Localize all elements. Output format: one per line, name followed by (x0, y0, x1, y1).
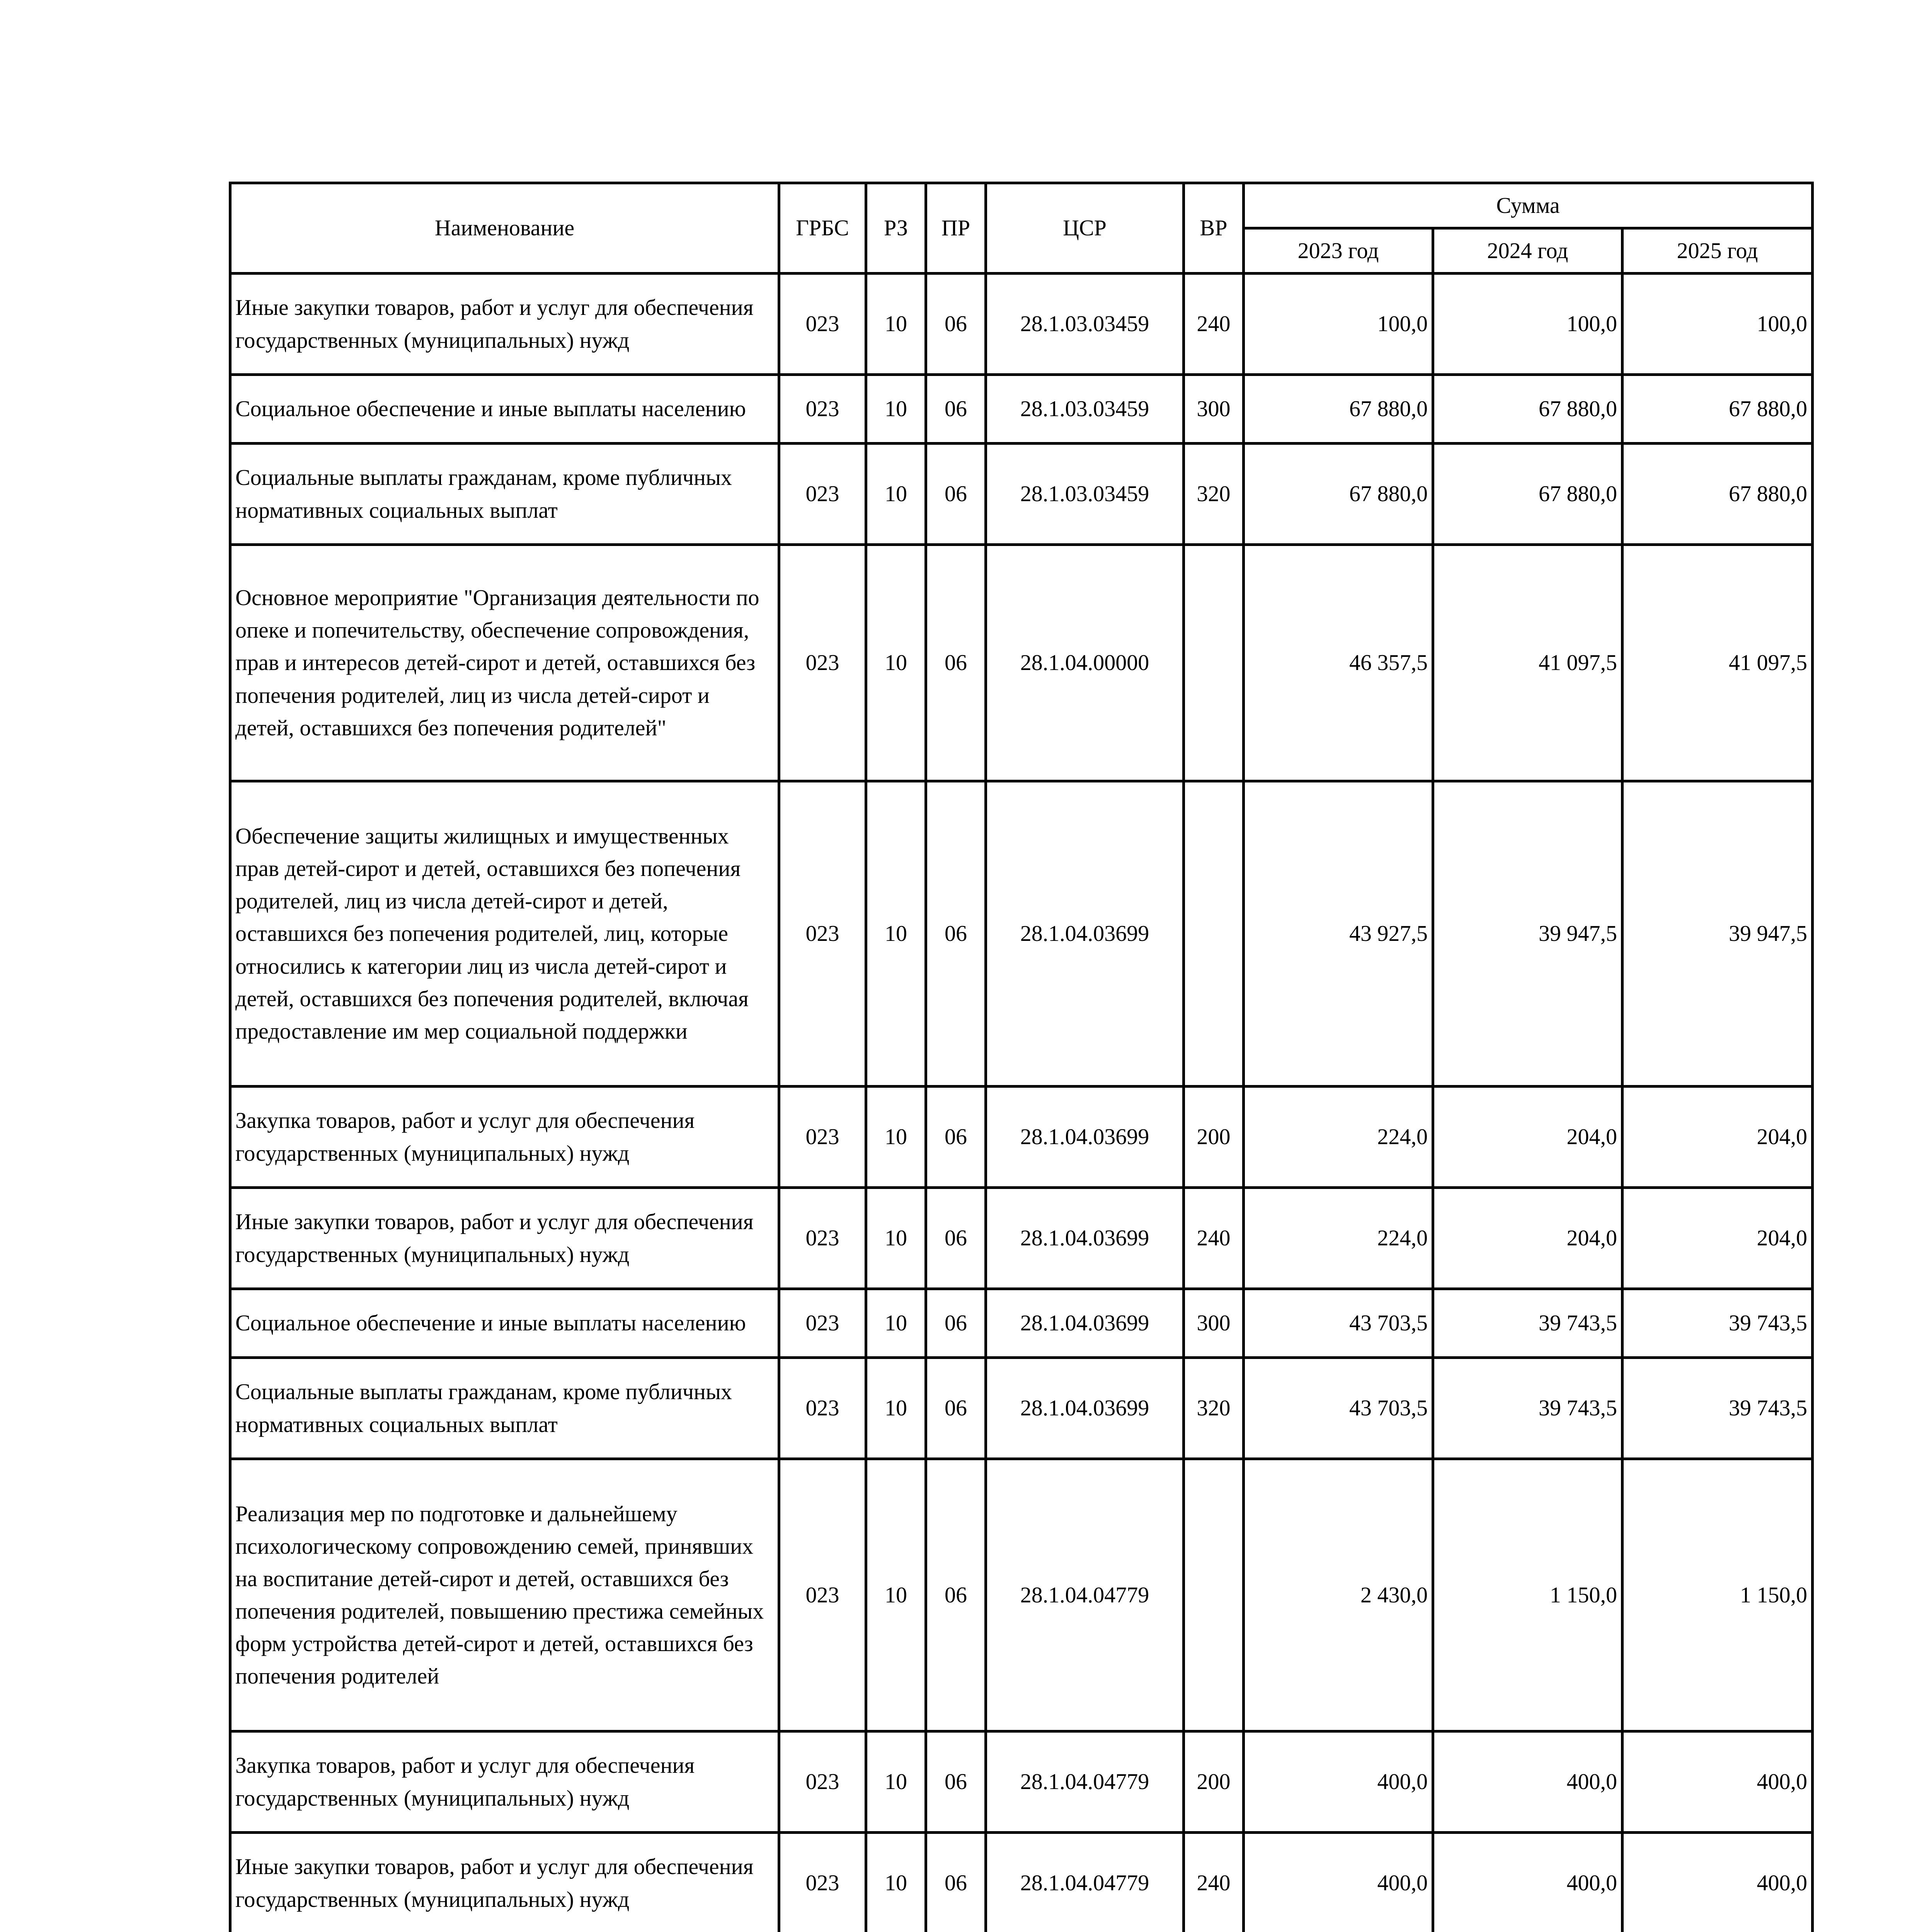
cell-grbs: 023 (779, 444, 866, 545)
cell-name: Иные закупки товаров, работ и услуг для обеспечения государственных (муниципальных) нужд (230, 1833, 779, 1932)
cell-sum-2025: 204,0 (1622, 1087, 1813, 1188)
cell-sum-2025: 39 743,5 (1622, 1358, 1813, 1459)
table-row (230, 1833, 1813, 1932)
cell-sum-2024: 39 743,5 (1433, 1358, 1622, 1459)
table-row (230, 781, 1813, 1087)
cell-sum-2023: 46 357,5 (1244, 545, 1433, 781)
cell-name: Социальные выплаты гражданам, кроме публичных нормативных социальных выплат (230, 444, 779, 545)
cell-grbs: 023 (779, 1087, 866, 1188)
cell-pr: 06 (926, 1289, 986, 1358)
header-grbs: ГРБС (779, 183, 866, 274)
table-row (230, 1188, 1813, 1289)
cell-sum-2024: 41 097,5 (1433, 545, 1622, 781)
cell-sum-2025: 400,0 (1622, 1731, 1813, 1833)
cell-pr: 06 (926, 444, 986, 545)
cell-grbs: 023 (779, 1358, 866, 1459)
cell-csr: 28.1.04.04779 (986, 1833, 1184, 1932)
cell-vr: 240 (1184, 1833, 1244, 1932)
cell-csr: 28.1.04.04779 (986, 1731, 1184, 1833)
table-row (230, 274, 1813, 375)
cell-sum-2024: 204,0 (1433, 1087, 1622, 1188)
cell-name: Основное мероприятие "Организация деятельности по опеке и попечительству, обеспечение сопровождения, прав и интересов детей-сирот и детей, оставшихся без попечения родителей, лиц из числа детей-сирот и детей, оставшихся без попечения родителей" (230, 545, 779, 781)
cell-rz: 10 (866, 545, 926, 781)
cell-pr: 06 (926, 1188, 986, 1289)
cell-sum-2025: 67 880,0 (1622, 375, 1813, 444)
cell-sum-2025: 39 947,5 (1622, 781, 1813, 1087)
cell-name: Реализация мер по подготовке и дальнейшему психологическому сопровождению семей, принявших на воспитание детей-сирот и детей, оставшихся без попечения родителей, повышению престижа семейных форм устройства детей-сирот и детей, оставшихся без попечения родителей (230, 1459, 779, 1731)
cell-grbs: 023 (779, 1833, 866, 1932)
cell-rz: 10 (866, 1833, 926, 1932)
header-row (230, 183, 1813, 228)
cell-vr: 300 (1184, 1289, 1244, 1358)
cell-grbs: 023 (779, 274, 866, 375)
header-sum: Сумма (1244, 183, 1813, 228)
header-csr: ЦСР (986, 183, 1184, 274)
table-row (230, 1731, 1813, 1833)
cell-vr: 300 (1184, 375, 1244, 444)
cell-sum-2024: 100,0 (1433, 274, 1622, 375)
cell-rz: 10 (866, 1358, 926, 1459)
cell-vr: 320 (1184, 444, 1244, 545)
cell-sum-2023: 224,0 (1244, 1188, 1433, 1289)
cell-grbs: 023 (779, 375, 866, 444)
header-year-2023: 2023 год (1244, 228, 1433, 274)
cell-csr: 28.1.04.03699 (986, 781, 1184, 1087)
header-year-2025: 2025 год (1622, 228, 1813, 274)
table-row (230, 1459, 1813, 1731)
cell-sum-2023: 43 703,5 (1244, 1289, 1433, 1358)
table-body (230, 274, 1813, 1932)
cell-sum-2025: 204,0 (1622, 1188, 1813, 1289)
cell-vr (1184, 545, 1244, 781)
cell-vr: 240 (1184, 1188, 1244, 1289)
cell-sum-2024: 67 880,0 (1433, 444, 1622, 545)
cell-vr (1184, 1459, 1244, 1731)
table-row (230, 375, 1813, 444)
cell-name: Иные закупки товаров, работ и услуг для обеспечения государственных (муниципальных) нужд (230, 274, 779, 375)
cell-sum-2024: 39 947,5 (1433, 781, 1622, 1087)
cell-grbs: 023 (779, 781, 866, 1087)
cell-rz: 10 (866, 1087, 926, 1188)
cell-rz: 10 (866, 1188, 926, 1289)
cell-sum-2023: 67 880,0 (1244, 444, 1433, 545)
cell-sum-2023: 2 430,0 (1244, 1459, 1433, 1731)
cell-grbs: 023 (779, 1289, 866, 1358)
header-rz: РЗ (866, 183, 926, 274)
cell-rz: 10 (866, 1459, 926, 1731)
table-row (230, 1087, 1813, 1188)
table-row (230, 1358, 1813, 1459)
cell-sum-2024: 39 743,5 (1433, 1289, 1622, 1358)
cell-name: Закупка товаров, работ и услуг для обеспечения государственных (муниципальных) нужд (230, 1087, 779, 1188)
cell-vr: 200 (1184, 1087, 1244, 1188)
cell-pr: 06 (926, 1358, 986, 1459)
cell-rz: 10 (866, 1289, 926, 1358)
header-name: Наименование (230, 183, 779, 274)
table-row (230, 545, 1813, 781)
cell-vr: 320 (1184, 1358, 1244, 1459)
cell-pr: 06 (926, 781, 986, 1087)
header-vr: ВР (1184, 183, 1244, 274)
table-row (230, 444, 1813, 545)
cell-sum-2023: 43 703,5 (1244, 1358, 1433, 1459)
cell-sum-2024: 400,0 (1433, 1833, 1622, 1932)
cell-sum-2023: 400,0 (1244, 1833, 1433, 1932)
cell-sum-2025: 67 880,0 (1622, 444, 1813, 545)
cell-pr: 06 (926, 545, 986, 781)
cell-rz: 10 (866, 781, 926, 1087)
cell-grbs: 023 (779, 1188, 866, 1289)
cell-pr: 06 (926, 1833, 986, 1932)
cell-sum-2023: 224,0 (1244, 1087, 1433, 1188)
cell-sum-2023: 43 927,5 (1244, 781, 1433, 1087)
cell-csr: 28.1.04.03699 (986, 1087, 1184, 1188)
cell-rz: 10 (866, 274, 926, 375)
cell-name: Закупка товаров, работ и услуг для обеспечения государственных (муниципальных) нужд (230, 1731, 779, 1833)
cell-sum-2024: 204,0 (1433, 1188, 1622, 1289)
cell-name: Социальное обеспечение и иные выплаты населению (230, 375, 779, 444)
header-pr: ПР (926, 183, 986, 274)
cell-grbs: 023 (779, 1731, 866, 1833)
header-year-2024: 2024 год (1433, 228, 1622, 274)
cell-rz: 10 (866, 1731, 926, 1833)
cell-name: Социальные выплаты гражданам, кроме публичных нормативных социальных выплат (230, 1358, 779, 1459)
cell-rz: 10 (866, 375, 926, 444)
cell-sum-2025: 41 097,5 (1622, 545, 1813, 781)
cell-name: Социальное обеспечение и иные выплаты населению (230, 1289, 779, 1358)
cell-pr: 06 (926, 1459, 986, 1731)
table-header (230, 183, 1813, 274)
cell-csr: 28.1.04.04779 (986, 1459, 1184, 1731)
cell-name: Обеспечение защиты жилищных и имущественных прав детей-сирот и детей, оставшихся без попечения родителей, лиц из числа детей-сирот и детей, оставшихся без попечения родителей, лиц, которые относились к категории лиц из числа детей-сирот и детей, оставшихся без попечения родителей, включая предоставление им мер социальной поддержки (230, 781, 779, 1087)
cell-sum-2023: 100,0 (1244, 274, 1433, 375)
cell-csr: 28.1.03.03459 (986, 444, 1184, 545)
table-row (230, 1289, 1813, 1358)
cell-sum-2024: 1 150,0 (1433, 1459, 1622, 1731)
cell-sum-2023: 67 880,0 (1244, 375, 1433, 444)
cell-csr: 28.1.03.03459 (986, 274, 1184, 375)
cell-sum-2025: 39 743,5 (1622, 1289, 1813, 1358)
cell-csr: 28.1.04.03699 (986, 1188, 1184, 1289)
cell-csr: 28.1.04.03699 (986, 1289, 1184, 1358)
cell-pr: 06 (926, 375, 986, 444)
cell-pr: 06 (926, 1731, 986, 1833)
cell-pr: 06 (926, 1087, 986, 1188)
cell-sum-2025: 400,0 (1622, 1833, 1813, 1932)
cell-grbs: 023 (779, 1459, 866, 1731)
cell-sum-2024: 67 880,0 (1433, 375, 1622, 444)
cell-vr: 240 (1184, 274, 1244, 375)
cell-name: Иные закупки товаров, работ и услуг для обеспечения государственных (муниципальных) нужд (230, 1188, 779, 1289)
cell-rz: 10 (866, 444, 926, 545)
cell-sum-2023: 400,0 (1244, 1731, 1433, 1833)
cell-csr: 28.1.04.03699 (986, 1358, 1184, 1459)
cell-sum-2024: 400,0 (1433, 1731, 1622, 1833)
cell-pr: 06 (926, 274, 986, 375)
cell-csr: 28.1.03.03459 (986, 375, 1184, 444)
cell-sum-2025: 100,0 (1622, 274, 1813, 375)
cell-sum-2025: 1 150,0 (1622, 1459, 1813, 1731)
cell-grbs: 023 (779, 545, 866, 781)
budget-table (229, 182, 1814, 1932)
cell-csr: 28.1.04.00000 (986, 545, 1184, 781)
cell-vr (1184, 781, 1244, 1087)
cell-vr: 200 (1184, 1731, 1244, 1833)
